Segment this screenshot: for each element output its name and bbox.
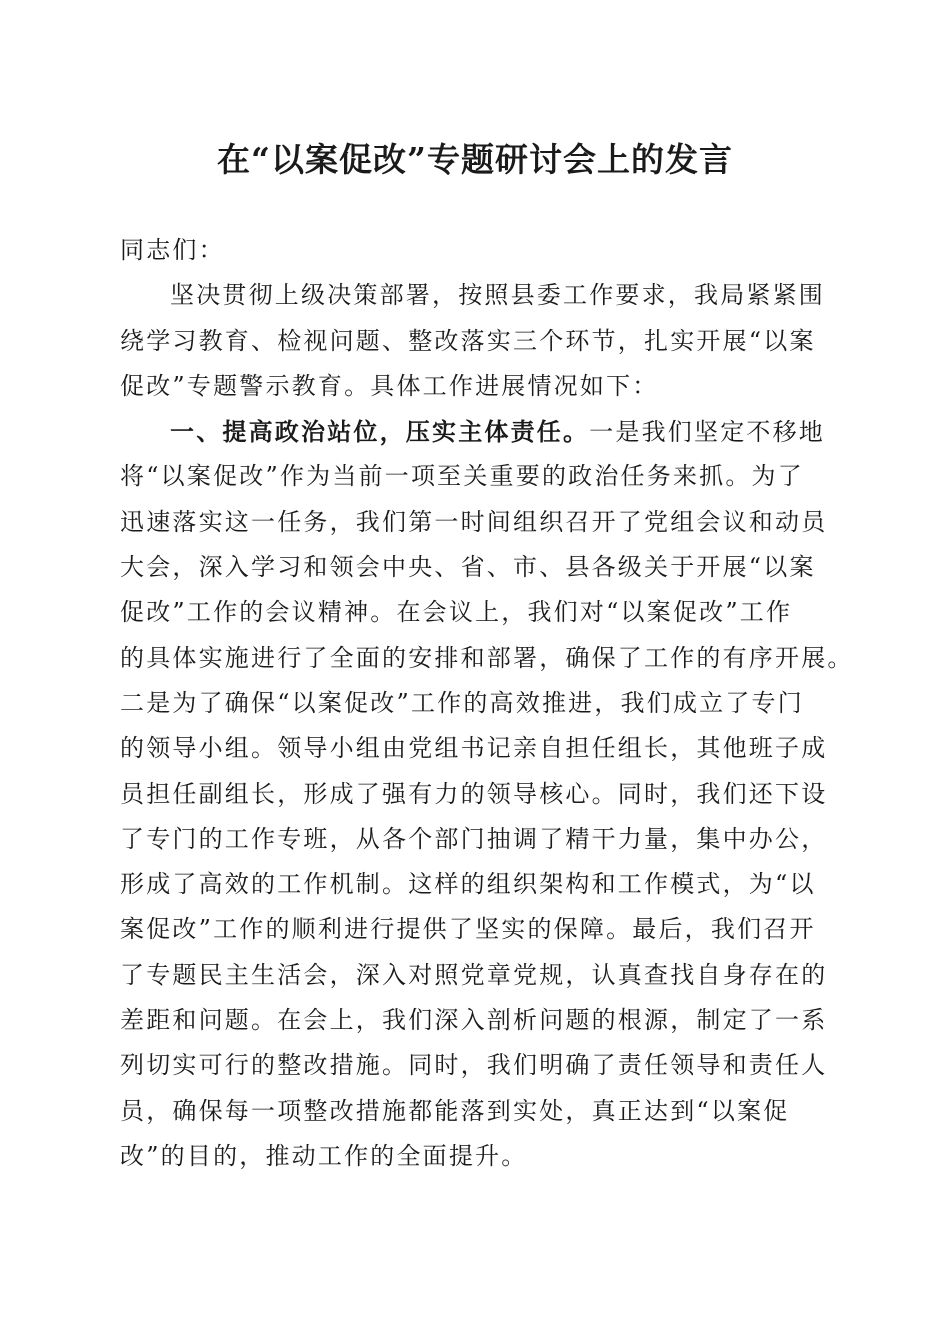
paragraph-intro bbox=[120, 273, 832, 409]
paragraph-line: 了专题民主生活会，深入对照党章党规，认真查找自身存在的 bbox=[120, 960, 828, 989]
paragraph-line: 坚决贯彻上级决策部署，按照县委工作要求，我局紧紧围 bbox=[170, 281, 825, 310]
paragraph-line: 员担任副组长，形成了强有力的领导核心。同时，我们还下设 bbox=[120, 779, 828, 808]
paragraph-line: 改”的目的，推动工作的全面提升。 bbox=[120, 1141, 528, 1170]
section-1 bbox=[120, 409, 854, 1179]
paragraph-line: 绕学习教育、检视问题、整改落实三个环节，扎实开展“以案 bbox=[120, 326, 816, 355]
paragraph-line: 列切实可行的整改措施。同时，我们明确了责任领导和责任人 bbox=[120, 1051, 828, 1080]
section-heading: 一、提高政治站位，压实主体责任。 bbox=[170, 417, 590, 447]
document-title: 在“以案促改”专题研讨会上的发言 bbox=[217, 140, 733, 179]
section-heading-rest: 一是我们坚定不移地 bbox=[589, 418, 826, 447]
paragraph-line: 员，确保每一项整改措施都能落到实处，真正达到“以案促 bbox=[120, 1096, 790, 1125]
paragraph-line: 的领导小组。领导小组由党组书记亲自担任组长，其他班子成 bbox=[120, 734, 828, 763]
paragraph-line: 的具体实施进行了全面的安排和部署，确保了工作的有序开展。 bbox=[120, 643, 854, 672]
paragraph-line: 二是为了确保“以案促改”工作的高效推进，我们成立了专门 bbox=[120, 688, 804, 717]
paragraph-line: 案促改”工作的顺利进行提供了坚实的保障。最后，我们召开 bbox=[120, 915, 816, 944]
paragraph-line: 迅速落实这一任务，我们第一时间组织召开了党组会议和动员 bbox=[120, 507, 828, 536]
document-body bbox=[120, 228, 854, 1179]
paragraph-line: 了专门的工作专班，从各个部门抽调了精干力量，集中办公， bbox=[120, 824, 828, 853]
paragraph-line: 大会，深入学习和领会中央、省、市、县各级关于开展“以案 bbox=[120, 553, 816, 582]
paragraph-line: 促改”工作的会议精神。在会议上，我们对“以案促改”工作 bbox=[120, 598, 793, 627]
paragraph-line: 将“以案促改”作为当前一项至关重要的政治任务来抓。为了 bbox=[120, 462, 804, 491]
section-1-first-line bbox=[120, 409, 832, 454]
paragraph-line: 差距和问题。在会上，我们深入剖析问题的根源，制定了一系 bbox=[120, 1006, 828, 1035]
salutation: 同志们： bbox=[120, 236, 225, 264]
paragraph-line: 促改”专题警示教育。具体工作进展情况如下： bbox=[120, 371, 659, 400]
paragraph-line: 形成了高效的工作机制。这样的组织架构和工作模式，为“以 bbox=[120, 870, 816, 899]
